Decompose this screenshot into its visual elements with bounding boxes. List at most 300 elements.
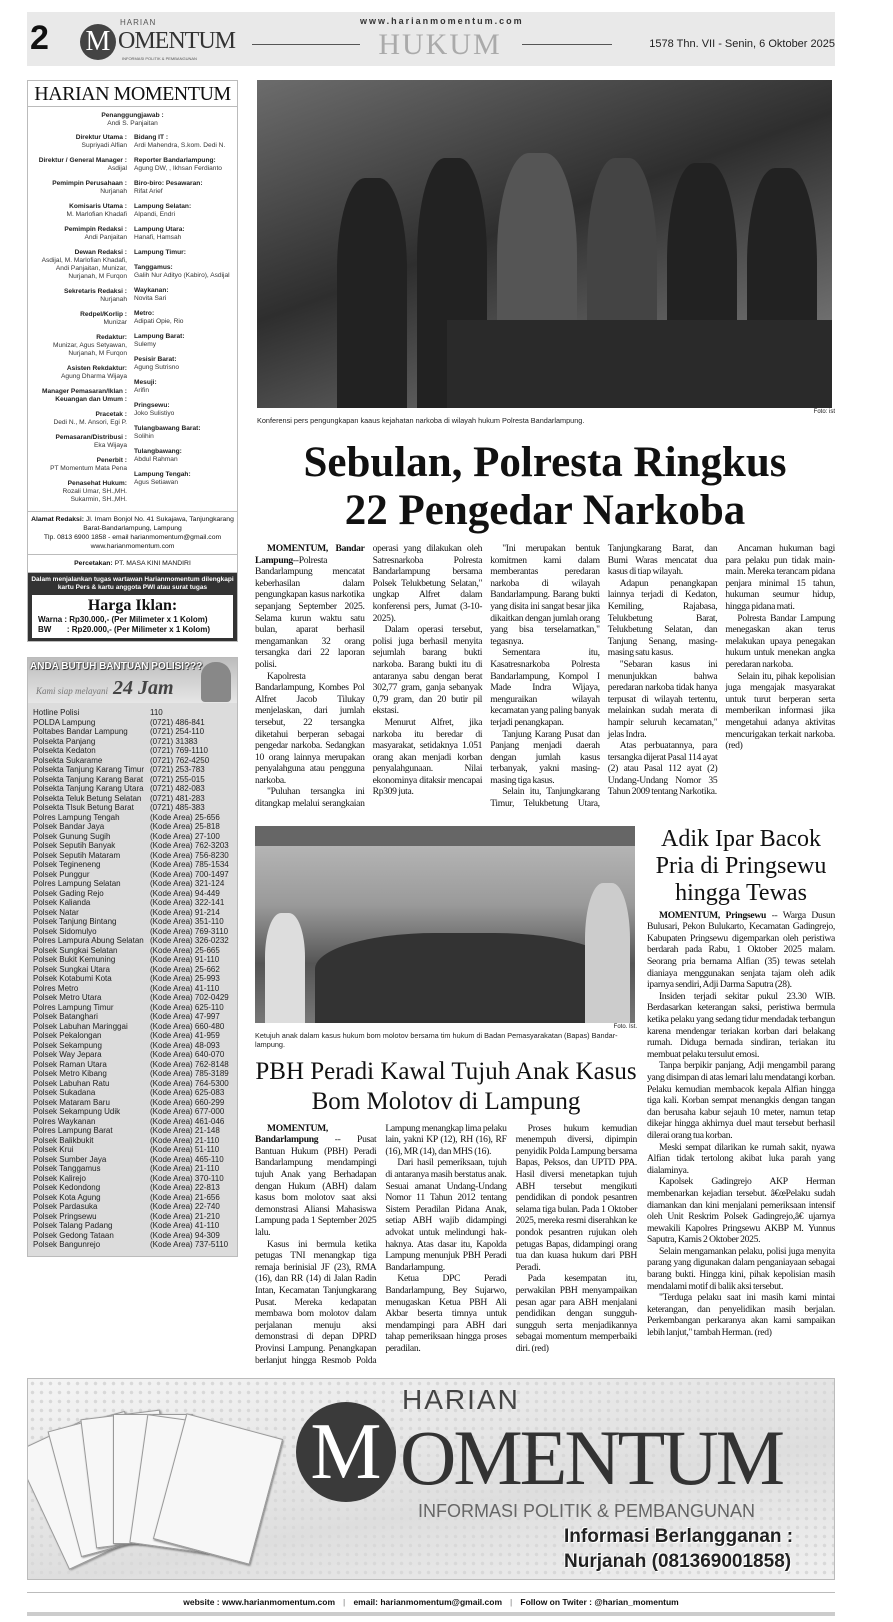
hotline-row [33, 1202, 237, 1212]
hotline-row [33, 775, 237, 785]
article-paragraph [255, 1123, 376, 1239]
masthead-role: Redpel/Korlip : [80, 311, 127, 318]
masthead-role: Sekretaris Redaksi : [63, 288, 127, 295]
hotline-phone: (Kode Area) 51-110 [150, 1145, 220, 1154]
police-hotline-box [27, 657, 238, 1257]
masthead-names: Joko Sulistiyo [134, 410, 175, 417]
hotline-phone: (Kode Area) 785-1534 [150, 860, 229, 869]
subscription-banner [27, 1378, 835, 1580]
edition-date: 1578 Thn. VII - Senin, 6 Oktober 2025 [649, 38, 835, 50]
hotline-phone: (Kode Area) 785-3189 [150, 1069, 229, 1078]
masthead [27, 80, 238, 642]
hotline-station: Polsek Mataram Baru [33, 1097, 110, 1107]
hotline-row [33, 870, 237, 880]
hotline-station: Polsek Natar [33, 907, 79, 917]
hotline-row [33, 936, 237, 946]
masthead-item [32, 411, 127, 427]
hotline-row [33, 1212, 237, 1222]
hotline-row [33, 737, 237, 747]
article-paragraph [608, 740, 718, 798]
dateline: MOMENTUM, Pringsewu [659, 909, 767, 921]
headline-line: 22 Pengedar Narkoba [344, 487, 746, 534]
masthead-names: Alpandi, Endri [134, 211, 176, 218]
hotline-row [33, 1155, 237, 1165]
paragraph-text: "Ini merupakan bentuk komitmen kami dalam memberantas peredaran narkoba di wilayah Bandarlampung. Barang bukti yang disita ini sangat besar jika dikaitkan dengan jumlah orang yang bisa terselamatkan," tegasnya. [490, 543, 600, 647]
article-paragraph [647, 1142, 835, 1177]
masthead-item [134, 402, 234, 418]
hotline-row [33, 1231, 237, 1241]
hotline-station: Polsek Sungkai Utara [33, 964, 110, 974]
hotline-row [33, 984, 237, 994]
hotline-phone: (Kode Area) 21-148 [150, 1126, 220, 1135]
ad-price-bw: BW : Rp20.000,- (Per Milimeter x 1 Kolom) [38, 625, 211, 634]
article-paragraph [647, 991, 835, 1061]
hotline-phone: (Kode Area) 677-000 [150, 1107, 225, 1116]
hotline-phone: (Kode Area) 22-813 [150, 1183, 220, 1192]
photo-caption: Konferensi pers pengungkapan kaaus kejahatan narkoba di wilayah hukum Polresta Bandarlampung. [257, 416, 585, 425]
paragraph-text: Tanpa berpikir panjang, Adji mengambil parang yang disimpan di atas lemari lalu mendatangi korban. Pelaku kemudian membacok kepala Alfian hingga tiga kali. Korban sempat menangkis dengan tangan dan berusaha kabur sejauh 10 meter, namun tetap dikejar hingga akhirnya duel maut tersebut berhasil dilerai orang tua korban. [647, 1060, 835, 1141]
masthead-item [134, 157, 234, 173]
hotline-station: Polsek Gedong Tataan [33, 1230, 114, 1240]
hotline-station: Polsek Metro Utara [33, 993, 102, 1002]
paragraph-text: Selain mengamankan pelaku, polisi juga menyita parang yang digunakan dalam penganiayaan sebagai barang bukti. Hingga kini, pihak kepolisian masih mendalami motif di balik aksi tersebut. [647, 1245, 835, 1292]
paragraph-text: Dari hasil pemeriksaan, tujuh di antaranya masih berstatus anak. Sesuai amanat Undang-Undang Nomor 11 Tahun 2012 tentang Sistem Peradilan Pidana Anak, setiap ABH wajib didampingi advokat untuk melindungi hak-haknya. Atas dasar itu, Kapolda Lampung menunjuk PBH Peradi Bandarlampung. [385, 1157, 507, 1273]
hotline-phone: (Kode Area) 21-210 [150, 1211, 220, 1221]
masthead-item [134, 264, 234, 280]
article-paragraph [385, 1157, 506, 1273]
paragraph-text: Proses hukum kemudian menempuh diversi, dipimpin penyidik Polda Lampung bersama Bapas, Peksos, dan UPTD PPA. Hasil diversi menetapkan tujuh ABH tersebut mengikuti pendidikan di pondok pesantren selama tiga bulan. Pada 1 Oktober 2025, mereka resmi diserahkan ke pondok pesantren rujukan oleh petugas Bapas, didampingi orang tua dan kuasa hukum dari PBH Peradi. [515, 1122, 637, 1273]
hotline-row [33, 813, 237, 823]
hotline-row [33, 1098, 237, 1108]
paragraph-text: Atas perbuatannya, para tersangka dijerat Pasal 114 ayat (2) atau Pasal 112 ayat (2) Undang-Undang Nomor 35 Tahun 2009 tentang Narkotika. [607, 740, 718, 798]
logo [80, 18, 250, 64]
article-paragraph [608, 578, 718, 659]
headline: Adik Ipar Bacok Pria di Pringsewu hingga Tewas [655, 825, 827, 906]
hotline-row [33, 955, 237, 965]
article-body [255, 543, 835, 810]
headline [255, 439, 835, 535]
masthead-role: Direktur / General Manager : [38, 157, 127, 164]
article-pringsewu [647, 826, 835, 1339]
person-figure [265, 913, 305, 1023]
separator: | [343, 1597, 346, 1608]
content-row [27, 80, 835, 1366]
hotline-phone: (Kode Area) 41-110 [150, 983, 220, 993]
logo-initial: M [80, 24, 116, 60]
article-paragraph [516, 1273, 637, 1354]
hotline-station: Polsek Kotabumi Kota [33, 974, 112, 983]
hotline-row [33, 1136, 237, 1146]
hotline-phone: (Kode Area) 322-141 [150, 898, 225, 907]
hotline-phone: (0721) 254-110 [150, 727, 205, 736]
hotline-row [33, 898, 237, 908]
logo-tagline: INFORMASI POLITIK & PEMBANGUNAN [122, 56, 197, 61]
masthead-names: Rozali Umar, SH.,MH. Sukarmin, SH.,MH. [62, 488, 127, 503]
hotline-phone: (Kode Area) 660-299 [150, 1097, 225, 1107]
footer-twitter[interactable]: Follow on Twiter : @harian_momentum [520, 1597, 679, 1608]
masthead-names: Andi S. Panjaitan [107, 120, 158, 127]
hotline-row [33, 1126, 237, 1136]
hotline-row [33, 927, 237, 937]
hotline-station: Polsek Kalianda [33, 898, 91, 907]
masthead-item [134, 180, 234, 196]
hotline-hours: 24 Jam [113, 677, 174, 699]
hotline-row [33, 1069, 237, 1079]
masthead-role: Redaktur: [96, 334, 127, 341]
hotline-row [33, 784, 237, 794]
photo-credit: Foto: ist [813, 409, 835, 415]
hotline-row [33, 1107, 237, 1117]
article-body [255, 1123, 637, 1366]
hotline-list [28, 703, 237, 1250]
masthead-names: Sulemy [134, 341, 156, 348]
masthead-names: Munizar, Agus Setyawan, Nurjanah, M Furqon [52, 342, 127, 357]
masthead-role: Reporter Bandarlampung: [134, 157, 216, 164]
table [447, 320, 832, 408]
hotline-station: Polres Lampung Barat [33, 1126, 113, 1135]
hotline-station: Hotline Polisi [33, 708, 80, 717]
masthead-item [134, 379, 234, 395]
hotline-station: Polres Waykanan [33, 1116, 96, 1126]
hotline-row [33, 1183, 237, 1193]
paragraph-text: Dalam operasi tersebut, polisi juga berhasil menyita sejumlah barang bukti narkoba. Barang bukti itu di antaranya sabu dengan berat 302,77 gram, ganja sebanyak 0,79 gram, dan 20 butir pil ekstasi. [372, 624, 483, 717]
hotline-row [33, 965, 237, 975]
article-paragraph [373, 624, 483, 717]
hotline-phone: (Kode Area) 27-100 [150, 831, 220, 841]
banner-tagline: INFORMASI POLITIK & PEMBANGUNAN [418, 1501, 756, 1522]
page-layout [27, 80, 835, 1616]
hotline-phone: 110 [150, 708, 163, 717]
masthead-item [134, 471, 234, 487]
building-sign [255, 826, 635, 846]
hotline-station: Polsekta Sukarame [33, 755, 103, 765]
hotline-station: Polsek Metro Kibang [33, 1069, 107, 1078]
article-paragraph [255, 671, 365, 787]
article-paragraph [647, 1246, 835, 1292]
hotline-station: Poltabes Bandar Lampung [33, 727, 128, 736]
masthead-item [32, 480, 127, 504]
hotline-station: Polsek Bandar Jaya [33, 822, 105, 831]
hotline-station: Polsek Gunung Sugih [33, 831, 111, 841]
masthead-item [134, 448, 234, 464]
masthead-item [32, 249, 127, 281]
hotline-phone: (Kode Area) 769-3110 [150, 926, 229, 936]
hotline-station: Polsek Seputih Banyak [33, 841, 116, 850]
site-text: www.harianmomentum.com [90, 543, 175, 550]
article-paragraph [490, 729, 600, 787]
masthead-item [32, 226, 127, 242]
masthead-role: Direktur Utama : [75, 134, 127, 141]
hotline-phone: (Kode Area) 48-093 [150, 1040, 220, 1050]
header-website: www.harianmomentum.com [360, 16, 524, 26]
masthead-role: Lampung Barat: [134, 333, 185, 340]
hotline-banner [28, 658, 237, 703]
hotline-phone: (Kode Area) 762-3203 [150, 841, 229, 850]
person-figure [585, 883, 630, 1023]
hotline-station: Polsek Bukit Kemuning [33, 955, 116, 964]
masthead-names: Abdul Rahman [134, 456, 178, 463]
hotline-station: Polsekta Tanjung Karang Timur [33, 765, 145, 774]
masthead-item [134, 356, 234, 372]
headline-line: Sebulan, Polresta Ringkus [303, 439, 787, 486]
hotline-row [33, 1145, 237, 1155]
article-paragraph [608, 659, 718, 740]
hotline-station: Polsekta Kedaton [33, 746, 96, 755]
article-paragraph [490, 543, 600, 647]
hotline-phone: (0721) 481-283 [150, 793, 205, 803]
masthead-role: Asisten Rekdaktur: [66, 365, 127, 372]
masthead-role: Pemimpin Perusahaan : [52, 180, 127, 187]
masthead-role: Metro: [134, 310, 155, 317]
hotline-row [33, 860, 237, 870]
hotline-station: Polsek Sumber Jaya [33, 1154, 107, 1164]
masthead-names: Munizar [103, 319, 127, 326]
hotline-row [33, 1041, 237, 1051]
hotline-phone: (0721) 482-083 [150, 784, 205, 793]
hotline-station: Polres Lampung Selatan [33, 879, 121, 888]
hotline-row [33, 1031, 237, 1041]
hotline-phone: (Kode Area) 94-309 [150, 1230, 220, 1240]
press-conference-photo [257, 80, 832, 408]
hotline-row [33, 1174, 237, 1184]
footer-website[interactable]: website : www.harianmomentum.com [183, 1597, 336, 1608]
masthead-item [32, 311, 127, 327]
paragraph-text: Menurut Alfret, jika narkoba itu beredar di masyarakat, setidaknya 1.051 orang akan menjadi korban penyalahgunaan. Nilai ekonominya ditaksir mencapai Rp309 juta. [372, 716, 483, 798]
hotline-phone: (Kode Area) 326-0232 [150, 936, 229, 945]
paragraph-text: --Polresta Bandarlampung mencatat keberhasilan dalam pengungkapan kasus narkotika sepanjang September 2025. Selama kurun waktu satu bulan, aparat berhasil mengamankan 32 orang tersangka dari 22 laporan polisi. [255, 554, 365, 670]
hotline-station: Polsek Labuhan Ratu [33, 1078, 110, 1088]
hotline-phone: (Kode Area) 321-124 [150, 879, 225, 888]
sidebar [27, 80, 238, 1257]
paragraph-text: Ketua DPC Peradi Bandarlampung, Bey Sujarwo, menugaskan Ketua PBH Ali Akbar beserta timnya untuk mendampingi para ABH dari tahap pemeriksaan hingga proses peradilan. [385, 1273, 507, 1354]
hotline-phone: (Kode Area) 702-0429 [150, 993, 229, 1002]
subscription-info: Informasi Berlangganan : [564, 1526, 794, 1548]
footer-email[interactable]: email: harianmomentum@gmail.com [353, 1597, 503, 1608]
hotline-station: Polsek Pekalongan [33, 1031, 102, 1040]
hotline-station: Polsek Gading Rejo [33, 888, 104, 898]
hotline-station: Polsek Way Jepara [33, 1050, 102, 1059]
masthead-names: Novita Sari [134, 295, 167, 302]
masthead-item [32, 288, 127, 304]
paragraph-text: "Puluhan tersangka ini ditangkap melalui serangkaian operasi yang dilakukan oleh Satresnarkoba Polresta Bandarlampung bersama Polsek Telukbetung Selatan," ungkap Alfret dalam konferensi pers, Jumat (3-10-2025). [255, 543, 483, 810]
contact-text: Tlp. 0813 6900 1858 - email harianmomentum@gmail.com [43, 534, 222, 541]
press-notice: Dalam menjalankan tugas wartawan Harianmomentum dilengkapi kartu Pers & kartu anggota PWI atau surat tugas [31, 576, 234, 591]
ad-price [32, 595, 233, 638]
hotline-phone: (Kode Area) 91-214 [150, 907, 220, 917]
hotline-row [33, 718, 237, 728]
hotline-station: Polsek Sekampung Udik [33, 1107, 121, 1116]
paragraph-text: Kapolsek Gadingrejo AKP Herman membenarkan kejadian tersebut. â€œPelaku sudah diamankan dan kini menjalani pemeriksaan intensif oleh Unit Reskrim Polsek Gadingrejo,â€ ujarnya mewakili Kapolres Pringsewu AKBP M. Yunnus Saputra, Kamis 2 Oktober 2025. [647, 1176, 835, 1246]
hotline-banner-title: ANDA BUTUH BANTUAN POLISI??? [30, 661, 203, 672]
hotline-phone: (0721) 255-015 [150, 774, 205, 784]
masthead-names: PT Momentum Mata Pena [50, 465, 127, 472]
hotline-station: Polres Lampung Timur [33, 1002, 114, 1012]
hotline-phone: (Kode Area) 25-993 [150, 974, 220, 983]
paragraph-text: "Terduga pelaku saat ini masih kami mintai keterangan, dan penyelidikan masih berjalan. Perkembangan perkaranya akan kami sampaikan lebih lanjut," tambah Herman. (red) [647, 1292, 835, 1339]
hotline-station: Polsekta Teluk Betung Selatan [33, 793, 142, 803]
masthead-role: Pesisir Barat: [134, 356, 177, 363]
masthead-item [134, 310, 234, 326]
hotline-phone: (Kode Area) 21-656 [150, 1192, 220, 1202]
masthead-names: Rifat Arief [134, 188, 163, 195]
masthead-item [32, 388, 127, 404]
masthead-left-column [32, 134, 127, 511]
paragraph-text: Polresta Bandar Lampung menegaskan akan terus melakukan upaya penegakan hukum untuk menekan angka peredaran narkoba. [725, 612, 835, 670]
article-paragraph [647, 1292, 835, 1338]
hotline-row [33, 879, 237, 889]
hotline-row [33, 1164, 237, 1174]
masthead-names: Andi Panjaitan [84, 234, 127, 241]
hotline-station: Polsek Kota Agung [33, 1192, 101, 1202]
hotline-phone: (Kode Area) 25-662 [150, 964, 220, 974]
masthead-names: Solihin [134, 433, 154, 440]
person-figure [337, 178, 407, 408]
hotline-row [33, 1240, 237, 1250]
hotline-station: Polres Lampura Abung Selatan [33, 936, 144, 945]
footer [27, 1592, 835, 1616]
hotline-phone: (0721) 485-383 [150, 803, 205, 812]
logo-name: OMENTUM [118, 28, 235, 54]
hotline-row [33, 889, 237, 899]
masthead-item [134, 249, 234, 257]
address-text: Jl. Imam Bonjol No. 41 Sukajawa, Tanjungkarang Barat-Bandarlampung, Lampung [83, 516, 234, 532]
hotline-phone: (Kode Area) 700-1497 [150, 869, 229, 879]
masthead-item [32, 365, 127, 381]
paragraph-text: Kapolresta Bandarlampung, Kombes Pol Alfret Jacob Tilukay menjelaskan, dari jumlah tersebut, 22 tersangka diketahui berperan sebagai pengedar narkoba. Sedangkan 10 orang lainnya merupakan penyalahguna atau pengguna narkoba. [255, 670, 365, 786]
article-paragraph [516, 1123, 637, 1274]
printer-label: Percetakan: [74, 560, 113, 567]
hotline-row [33, 1079, 237, 1089]
hotline-phone: (Kode Area) 94-449 [150, 888, 220, 898]
hotline-row [33, 946, 237, 956]
masthead-names: Dedi N., M. Ansori, Egi P. [53, 419, 127, 426]
hotline-station: Polsek Tegineneng [33, 860, 101, 869]
hotline-station: Polsek Seputih Mataram [33, 850, 121, 860]
hotline-station: Polsekta Panjang [33, 736, 96, 746]
hotline-banner-sub [36, 676, 174, 703]
masthead-role: Pringsewu: [134, 402, 170, 409]
hotline-row [33, 756, 237, 766]
masthead-names: Eka Wijaya [94, 442, 127, 449]
masthead-role: Mesuji: [134, 379, 157, 386]
hotline-station: Polsek Talang Padang [33, 1221, 113, 1230]
masthead-names: Supriyadi Alfian [81, 142, 127, 149]
police-officer-icon [201, 662, 231, 702]
group-figure [315, 933, 615, 1023]
hotline-phone: (Kode Area) 625-110 [150, 1002, 224, 1012]
hotline-phone: (0721) 762-4250 [150, 755, 210, 765]
masthead-role: Pemasaran/Distribusi : [55, 434, 127, 441]
hotline-row [33, 727, 237, 737]
masthead-names: Asdijal, M. Marlofian Khadafi, Andi Panjaitan, Munizar, Nurjanah, M Furqon [41, 257, 127, 280]
hotline-station: Polsekta Tlsuk Betung Barat [33, 803, 134, 812]
masthead-item [134, 333, 234, 349]
masthead-names: Nurjanah [100, 296, 127, 303]
hotline-phone: (Kode Area) 21-110 [150, 1164, 220, 1173]
masthead-printer [28, 554, 237, 573]
ad-price-title: Harga Iklan: [87, 597, 178, 614]
masthead-role: Manager Pemasaran/Iklan : Keuangan dan Umum : [41, 388, 127, 403]
paragraph-text: Meski sempat dilarikan ke rumah sakit, nyawa Alfian tidak tertolong akibat luka parah yang dialaminya. [647, 1141, 835, 1176]
article-pbh [255, 826, 637, 1366]
masthead-names: Galih Nur Adityo (Kabiro), Asdijal [134, 272, 230, 279]
hotline-station: Polsek Sekampung [33, 1040, 102, 1050]
paragraph-text: Selain itu, pihak kepolisian juga mengajak masyarakat untuk turut berperan serta memberikan informasi jika mengetahui adanya aktivitas mencurigakan terkait narkoba. (red) [725, 670, 835, 752]
masthead-item [32, 134, 127, 150]
hotline-row [33, 1221, 237, 1231]
hotline-row [33, 822, 237, 832]
ad-price-color: Warna : Rp30.000,- (Per Milimeter x 1 Kolom) [38, 615, 208, 624]
masthead-role: Waykanan: [134, 287, 169, 294]
headline: PBH Peradi Kawal Tujuh Anak Kasus Bom Molotov di Lampung [255, 1057, 637, 1115]
paragraph-text: Sementara itu, Kasatresnarkoba Polresta Bandarlampung, Kompol I Made Indra Wijaya, menguraikan wilayah kecamatan yang paling banyak terjadi penangkapan. [490, 647, 600, 728]
hotline-row [33, 851, 237, 861]
hotline-phone: (0721) 486-841 [150, 717, 205, 727]
article-paragraph [725, 613, 835, 671]
paragraph-text: "Sebaran kasus ini menunjukkan bahwa peredaran narkoba tidak hanya terpusat di wilayah tertentu, melainkan sudah merata di hampir seluruh kecamatan," jelas Indra. [607, 658, 718, 740]
masthead-role: Lampung Tengah: [134, 471, 191, 478]
article-paragraph [255, 543, 365, 671]
masthead-role: Penerbit : [96, 457, 127, 464]
masthead-names: Agus Setiawan [134, 479, 178, 486]
hotline-phone: (Kode Area) 47-997 [150, 1012, 220, 1021]
paragraph-text: Selain itu, Tanjungkarang Timur, Telukbetung Utara, Tanjungkarang Barat, dan Bumi Waras mencatat dua kasus di tiap wilayah. [490, 543, 718, 810]
hotline-row [33, 803, 237, 813]
hotline-station: Polsek Pringsewu [33, 1211, 97, 1221]
masthead-item [28, 112, 237, 128]
section-title: HUKUM [378, 28, 502, 61]
paragraph-text: Adapun penangkapan lainnya terjadi di Kedaton, Kemiling, Rajabasa, Telukbetung Barat, Telukbetung Selatan, dan Tanjung Senang, masing-masing satu kasus. [607, 577, 718, 659]
masthead-names: Arifin [134, 387, 150, 394]
article-paragraph [647, 910, 835, 991]
hotline-row [33, 1193, 237, 1203]
hotline-station: Polres Lampung Tengah [33, 812, 120, 822]
hotline-row [33, 832, 237, 842]
hotline-phone: (Kode Area) 25-818 [150, 822, 220, 831]
masthead-names: Ardi Mahendra, S.kom. Dedi N. [134, 142, 226, 149]
masthead-item [134, 134, 234, 150]
hotline-row [33, 1060, 237, 1070]
masthead-role: Tanggamus: [134, 264, 173, 271]
hotline-phone: (Kode Area) 625-083 [150, 1088, 225, 1097]
hotline-row [33, 1012, 237, 1022]
group-photo [255, 826, 635, 1023]
hotline-row [33, 917, 237, 927]
hotline-phone: (Kode Area) 764-5300 [150, 1078, 229, 1088]
masthead-role: Pracetak : [95, 411, 127, 418]
masthead-address [28, 511, 237, 554]
separator: | [510, 1597, 513, 1608]
hotline-phone: (Kode Area) 737-5110 [150, 1240, 229, 1249]
divider [522, 44, 612, 45]
banner-harian: HARIAN [402, 1384, 520, 1416]
hotline-phone: (Kode Area) 91-110 [150, 955, 220, 964]
masthead-role: Lampung Selatan: [134, 203, 192, 210]
hotline-phone: (Kode Area) 351-110 [150, 917, 224, 926]
masthead-names: Asdijal [107, 165, 127, 172]
article-paragraph [385, 1273, 506, 1354]
masthead-names: Agung Dharma Wijaya [61, 373, 127, 380]
paragraph-text: -- Warga Dusun Bulusari, Pekon Bulukarto, Kecamatan Gadingrejo, Kabupaten Pringsewu digemparkan oleh peristiwa berdarah pada Rabu, 1 Oktober 2025 malam. Seorang pria bernama Alfian (35) tewas setelah dianiaya menggunakan senjata tajam oleh adik iparnya sendiri, Adji Darma Saputra (28). [647, 909, 835, 991]
masthead-role: Lampung Utara: [134, 226, 185, 233]
hotline-sub-text: Kami siap melayani [36, 686, 108, 696]
masthead-item [32, 334, 127, 358]
article-paragraph [725, 543, 835, 613]
hotline-phone: (Kode Area) 370-110 [150, 1173, 224, 1183]
masthead-role: Komisaris Utama : [69, 203, 127, 210]
hotline-station: Polsek Tanjung Bintang [33, 917, 117, 926]
masthead-item [32, 180, 127, 196]
